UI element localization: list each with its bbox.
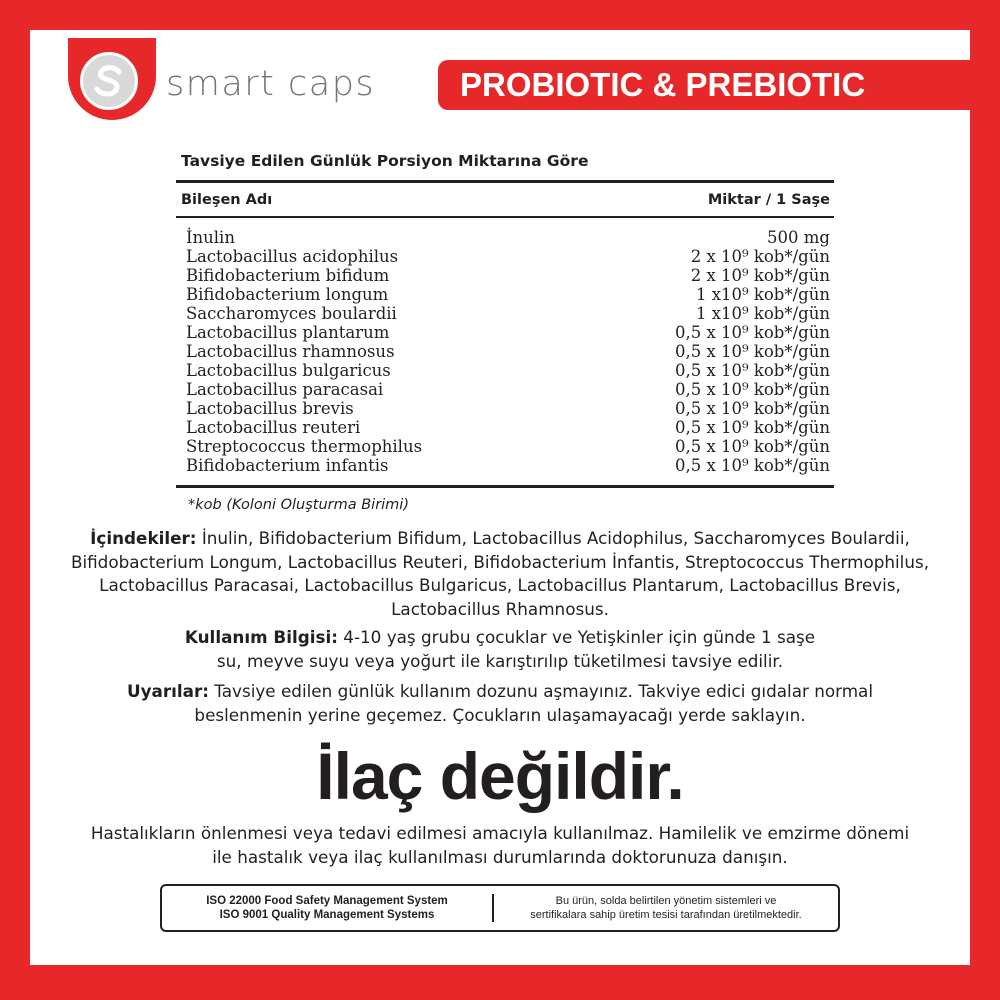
cert-iso-22000: ISO 22000 Food Safety Management System (206, 895, 448, 907)
warnings-text: Tavsiye edilen günlük kullanım dozunu aşmayınız. Takviye edici gıdalar normal beslenmenin yerine geçemez. Çocukların ulaşamayacağı yerde saklayın. (194, 681, 874, 725)
ingredient-name: Bifidobacterium longum (186, 284, 389, 304)
ingredient-name: Bifidobacterium infantis (186, 455, 389, 475)
ingredient-amount: 2 x 10⁹ kob*/gün (690, 246, 830, 266)
ingredient-amount: 0,5 x 10⁹ kob*/gün (674, 379, 830, 399)
ingredients-label: İçindekiler: (90, 528, 197, 548)
column-header-name: Bileşen Adı (181, 192, 273, 208)
ingredient-amount: 0,5 x 10⁹ kob*/gün (674, 322, 830, 342)
table-row (186, 342, 830, 361)
table-row (186, 418, 830, 437)
usage-paragraph (175, 626, 825, 673)
usage-label: Kullanım Bilgisi: (184, 627, 338, 647)
ingredient-name: Lactobacillus plantarum (186, 322, 390, 342)
product-type-banner: PROBIOTIC & PREBIOTIC (438, 60, 973, 110)
table-row (186, 399, 830, 418)
cert-note-line2: sertifikalara sahip üretim tesisi tarafından üretilmektedir. (530, 909, 802, 921)
cert-note-line1: Bu ürün, solda belirtilen yönetim sistemleri ve (555, 895, 777, 907)
ingredient-amount: 0,5 x 10⁹ kob*/gün (674, 341, 830, 361)
ingredients-text: İnulin, Bifidobacterium Bifidum, Lactobacillus Acidophilus, Saccharomyces Boulardii, Bifidobacterium Longum, Lactobacillus Reuteri, Bifidobacterium İnfantis, Streptococcus Thermophilus, Lactobacillus Paracasai, Lactobacillus Bulgaricus, Lactobacillus Plantarum, Lactobacillus Brevis, Lactobacillus Rhamnosus. (70, 528, 930, 619)
table-row (186, 247, 830, 266)
table-row (186, 228, 830, 247)
s-logo-icon (80, 52, 138, 110)
ingredient-name: Lactobacillus rhamnosus (186, 341, 395, 361)
ingredient-name: Saccharomyces boulardii (186, 303, 397, 323)
ingredient-amount: 2 x 10⁹ kob*/gün (690, 265, 830, 285)
brand-name: smart caps (166, 64, 376, 104)
table-row (186, 323, 830, 342)
table-footnote: *kob (Koloni Oluşturma Birimi) (188, 496, 409, 513)
table-row (186, 456, 830, 475)
ingredient-name: Lactobacillus brevis (186, 398, 354, 418)
column-header-amount: Miktar / 1 Saşe (707, 192, 830, 208)
usage-text: 4-10 yaş grubu çocuklar ve Yetişkinler için günde 1 saşe su, meyve suyu veya yoğurt ile karıştırılıp tüketilmesi tavsiye edilir. (216, 627, 816, 671)
ingredient-amount: 0,5 x 10⁹ kob*/gün (674, 398, 830, 418)
ingredient-name: İnulin (186, 227, 235, 247)
cert-iso-9001: ISO 9001 Quality Management Systems (219, 909, 435, 921)
not-a-drug-notice: İlaç değildir. (316, 739, 684, 813)
table-row (186, 437, 830, 456)
ingredient-name: Lactobacillus bulgaricus (186, 360, 391, 380)
ingredient-name: Lactobacillus reuteri (186, 417, 361, 437)
ingredient-amount: 1 x10⁹ kob*/gün (695, 284, 830, 304)
certification-box (160, 884, 840, 932)
warnings-label: Uyarılar: (126, 681, 209, 701)
table-row (186, 285, 830, 304)
table-row (186, 304, 830, 323)
ingredient-amount: 0,5 x 10⁹ kob*/gün (674, 455, 830, 475)
ingredient-amount: 0,5 x 10⁹ kob*/gün (674, 436, 830, 456)
ingredient-name: Bifidobacterium bifidum (186, 265, 390, 285)
table-title: Tavsiye Edilen Günlük Porsiyon Miktarına Göre (181, 152, 589, 170)
table-row (186, 380, 830, 399)
nutrition-table (176, 152, 834, 513)
ingredient-name: Lactobacillus acidophilus (186, 246, 399, 266)
ingredient-amount: 1 x10⁹ kob*/gün (695, 303, 830, 323)
ingredient-name: Streptococcus thermophilus (186, 436, 423, 456)
table-row (186, 266, 830, 285)
ingredient-amount: 0,5 x 10⁹ kob*/gün (674, 360, 830, 380)
table-row (186, 361, 830, 380)
warnings-paragraph (110, 680, 890, 727)
ingredient-amount: 0,5 x 10⁹ kob*/gün (674, 417, 830, 437)
ingredient-name: Lactobacillus paracasai (186, 379, 384, 399)
disclaimer-paragraph: Hastalıkların önlenmesi veya tedavi edilmesi amacıyla kullanılmaz. Hamilelik ve emzirme dönemi ile hastalık veya ilaç kullanılması durumlarında doktorunuza danışın. (90, 823, 910, 867)
ingredients-paragraph (50, 527, 950, 621)
ingredient-amount: 500 mg (767, 227, 830, 247)
